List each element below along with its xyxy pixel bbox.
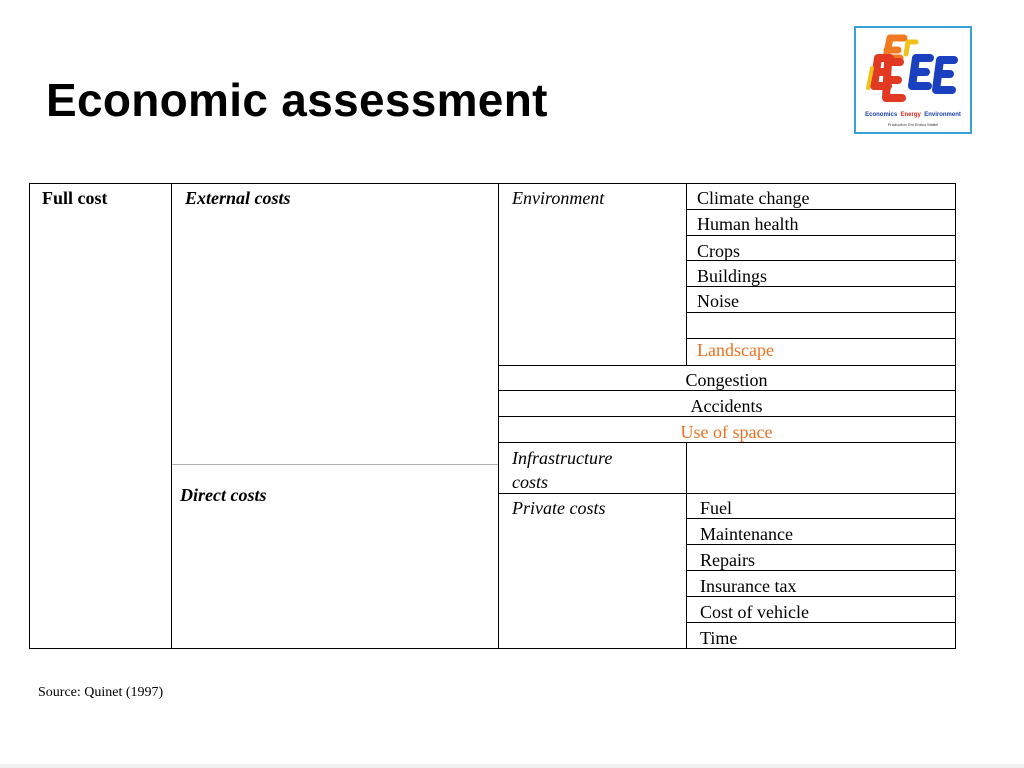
logo-word-environment: Environment — [924, 112, 961, 118]
row-line — [686, 312, 955, 313]
private-item-maintenance: Maintenance — [700, 524, 793, 544]
table-border-top — [29, 183, 955, 184]
env-item-crops: Crops — [697, 241, 741, 261]
source-citation: Source: Quinet (1997) — [38, 685, 164, 700]
accidents-label: Accidents — [690, 396, 763, 416]
private-item-fuel: Fuel — [700, 498, 733, 518]
environment-label: Environment — [512, 188, 605, 208]
table-border-right — [955, 183, 956, 649]
use-of-space-label: Use of space — [680, 422, 773, 442]
private-item-time: Time — [700, 628, 738, 648]
infrastructure-costs-label: Infrastructure costs — [512, 448, 613, 492]
env-item-noise: Noise — [697, 291, 739, 311]
col-divider-3-lower — [686, 442, 687, 649]
logo-word-economics: Economics — [865, 112, 898, 118]
logo-subtitle: Production Eni Enrico Mattei — [887, 122, 939, 127]
external-costs-label: External costs — [185, 188, 291, 208]
env-item-human-health: Human health — [697, 214, 799, 234]
full-cost-label: Full cost — [42, 188, 108, 208]
table-border-left — [29, 183, 30, 649]
env-item-buildings: Buildings — [697, 266, 768, 286]
private-item-insurance-tax: Insurance tax — [700, 576, 797, 596]
table-border-bottom — [29, 648, 955, 649]
col-divider-1 — [171, 183, 172, 649]
private-item-repairs: Repairs — [700, 550, 755, 570]
row-line — [498, 365, 955, 366]
row-line — [686, 209, 955, 210]
congestion-label: Congestion — [685, 370, 768, 390]
env-item-landscape: Landscape — [697, 340, 774, 360]
logo-word-energy: Energy — [900, 112, 921, 118]
env-item-climate-change: Climate change — [697, 188, 810, 208]
row-line — [686, 235, 955, 236]
private-costs-label: Private costs — [512, 498, 606, 518]
private-item-cost-of-vehicle: Cost of vehicle — [700, 602, 809, 622]
footer-divider — [0, 764, 1024, 768]
direct-costs-label: Direct costs — [180, 485, 267, 505]
slide-title: Economic assessment — [46, 74, 548, 126]
external-direct-divider — [172, 464, 498, 465]
